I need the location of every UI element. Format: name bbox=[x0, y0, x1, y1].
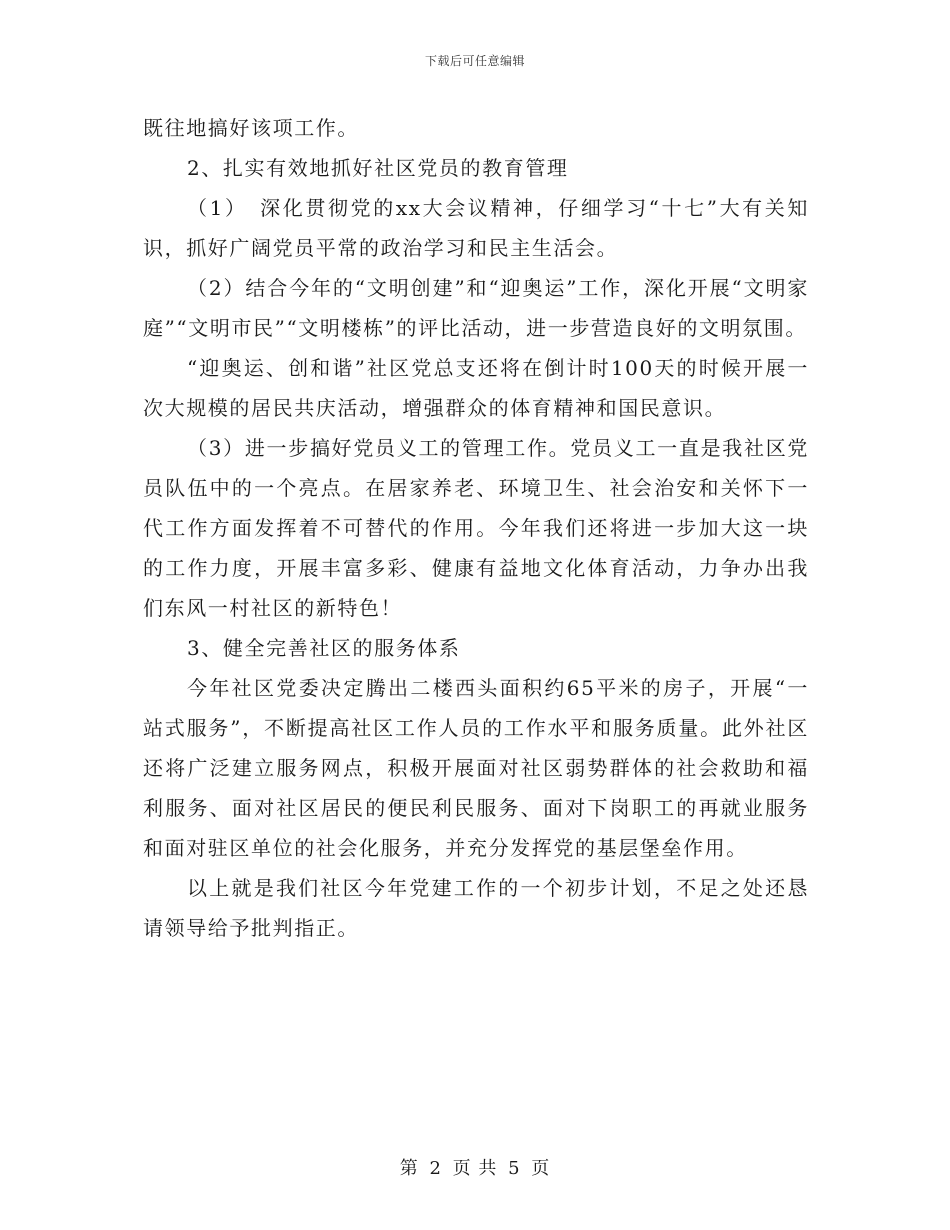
paragraph-service-system: 今年社区党委决定腾出二楼西头面积约65平米的房子，开展“一站式服务”，不断提高社区工作人员的工作水平和服务质量。此外社区还将广泛建立服务网点，积极开展面对社区弱势群体的社会救助和福利服务、面对社区居民的便民利民服务、面对下岗职工的再就业服务和面对驻区单位的社会化服务，并充分发挥党的基层堡垒作用。 bbox=[143, 676, 809, 860]
paragraph-conclusion: 以上就是我们社区今年党建工作的一个初步计划，不足之处还恳请领导给予批判指正。 bbox=[143, 876, 809, 940]
paragraph-item-1: （1） 深化贯彻党的xx大会议精神，仔细学习“十七”大有关知识，抓好广阔党员平常的政治学习和民主生活会。 bbox=[143, 196, 809, 260]
page-header: 下载后可任意编辑 bbox=[424, 54, 525, 68]
section-heading-2: 2、扎实有效地抓好社区党员的教育管理 bbox=[187, 156, 569, 180]
paragraph-item-3: （3）进一步搞好党员义工的管理工作。党员义工一直是我社区党员队伍中的一个亮点。在居家养老、环境卫生、社会治安和关怀下一代工作方面发挥着不可替代的作用。今年我们还将进一步加大这一块的工作力度，开展丰富多彩、健康有益地文化体育活动，力争办出我们东风一村社区的新特色！ bbox=[143, 436, 809, 620]
paragraph-olympics: “迎奥运、创和谐”社区党总支还将在倒计时100天的时候开展一次大规模的居民共庆活动，增强群众的体育精神和国民意识。 bbox=[143, 356, 809, 420]
footer-middle: 页 共 bbox=[452, 1158, 498, 1179]
page-footer bbox=[0, 1154, 950, 1180]
footer-current-page: 2 bbox=[429, 1158, 442, 1179]
footer-prefix: 第 bbox=[399, 1158, 419, 1179]
footer-suffix: 页 bbox=[531, 1158, 551, 1179]
section-heading-3: 3、健全完善社区的服务体系 bbox=[187, 636, 461, 660]
paragraph-item-2: （2）结合今年的“文明创建”和“迎奥运”工作，深化开展“文明家庭”“文明市民”“文明楼栋”的评比活动，进一步营造良好的文明氛围。 bbox=[143, 276, 809, 340]
footer-total-pages: 5 bbox=[508, 1158, 521, 1179]
paragraph-continuation: 既往地搞好该项工作。 bbox=[143, 116, 359, 140]
document-body bbox=[143, 108, 809, 948]
